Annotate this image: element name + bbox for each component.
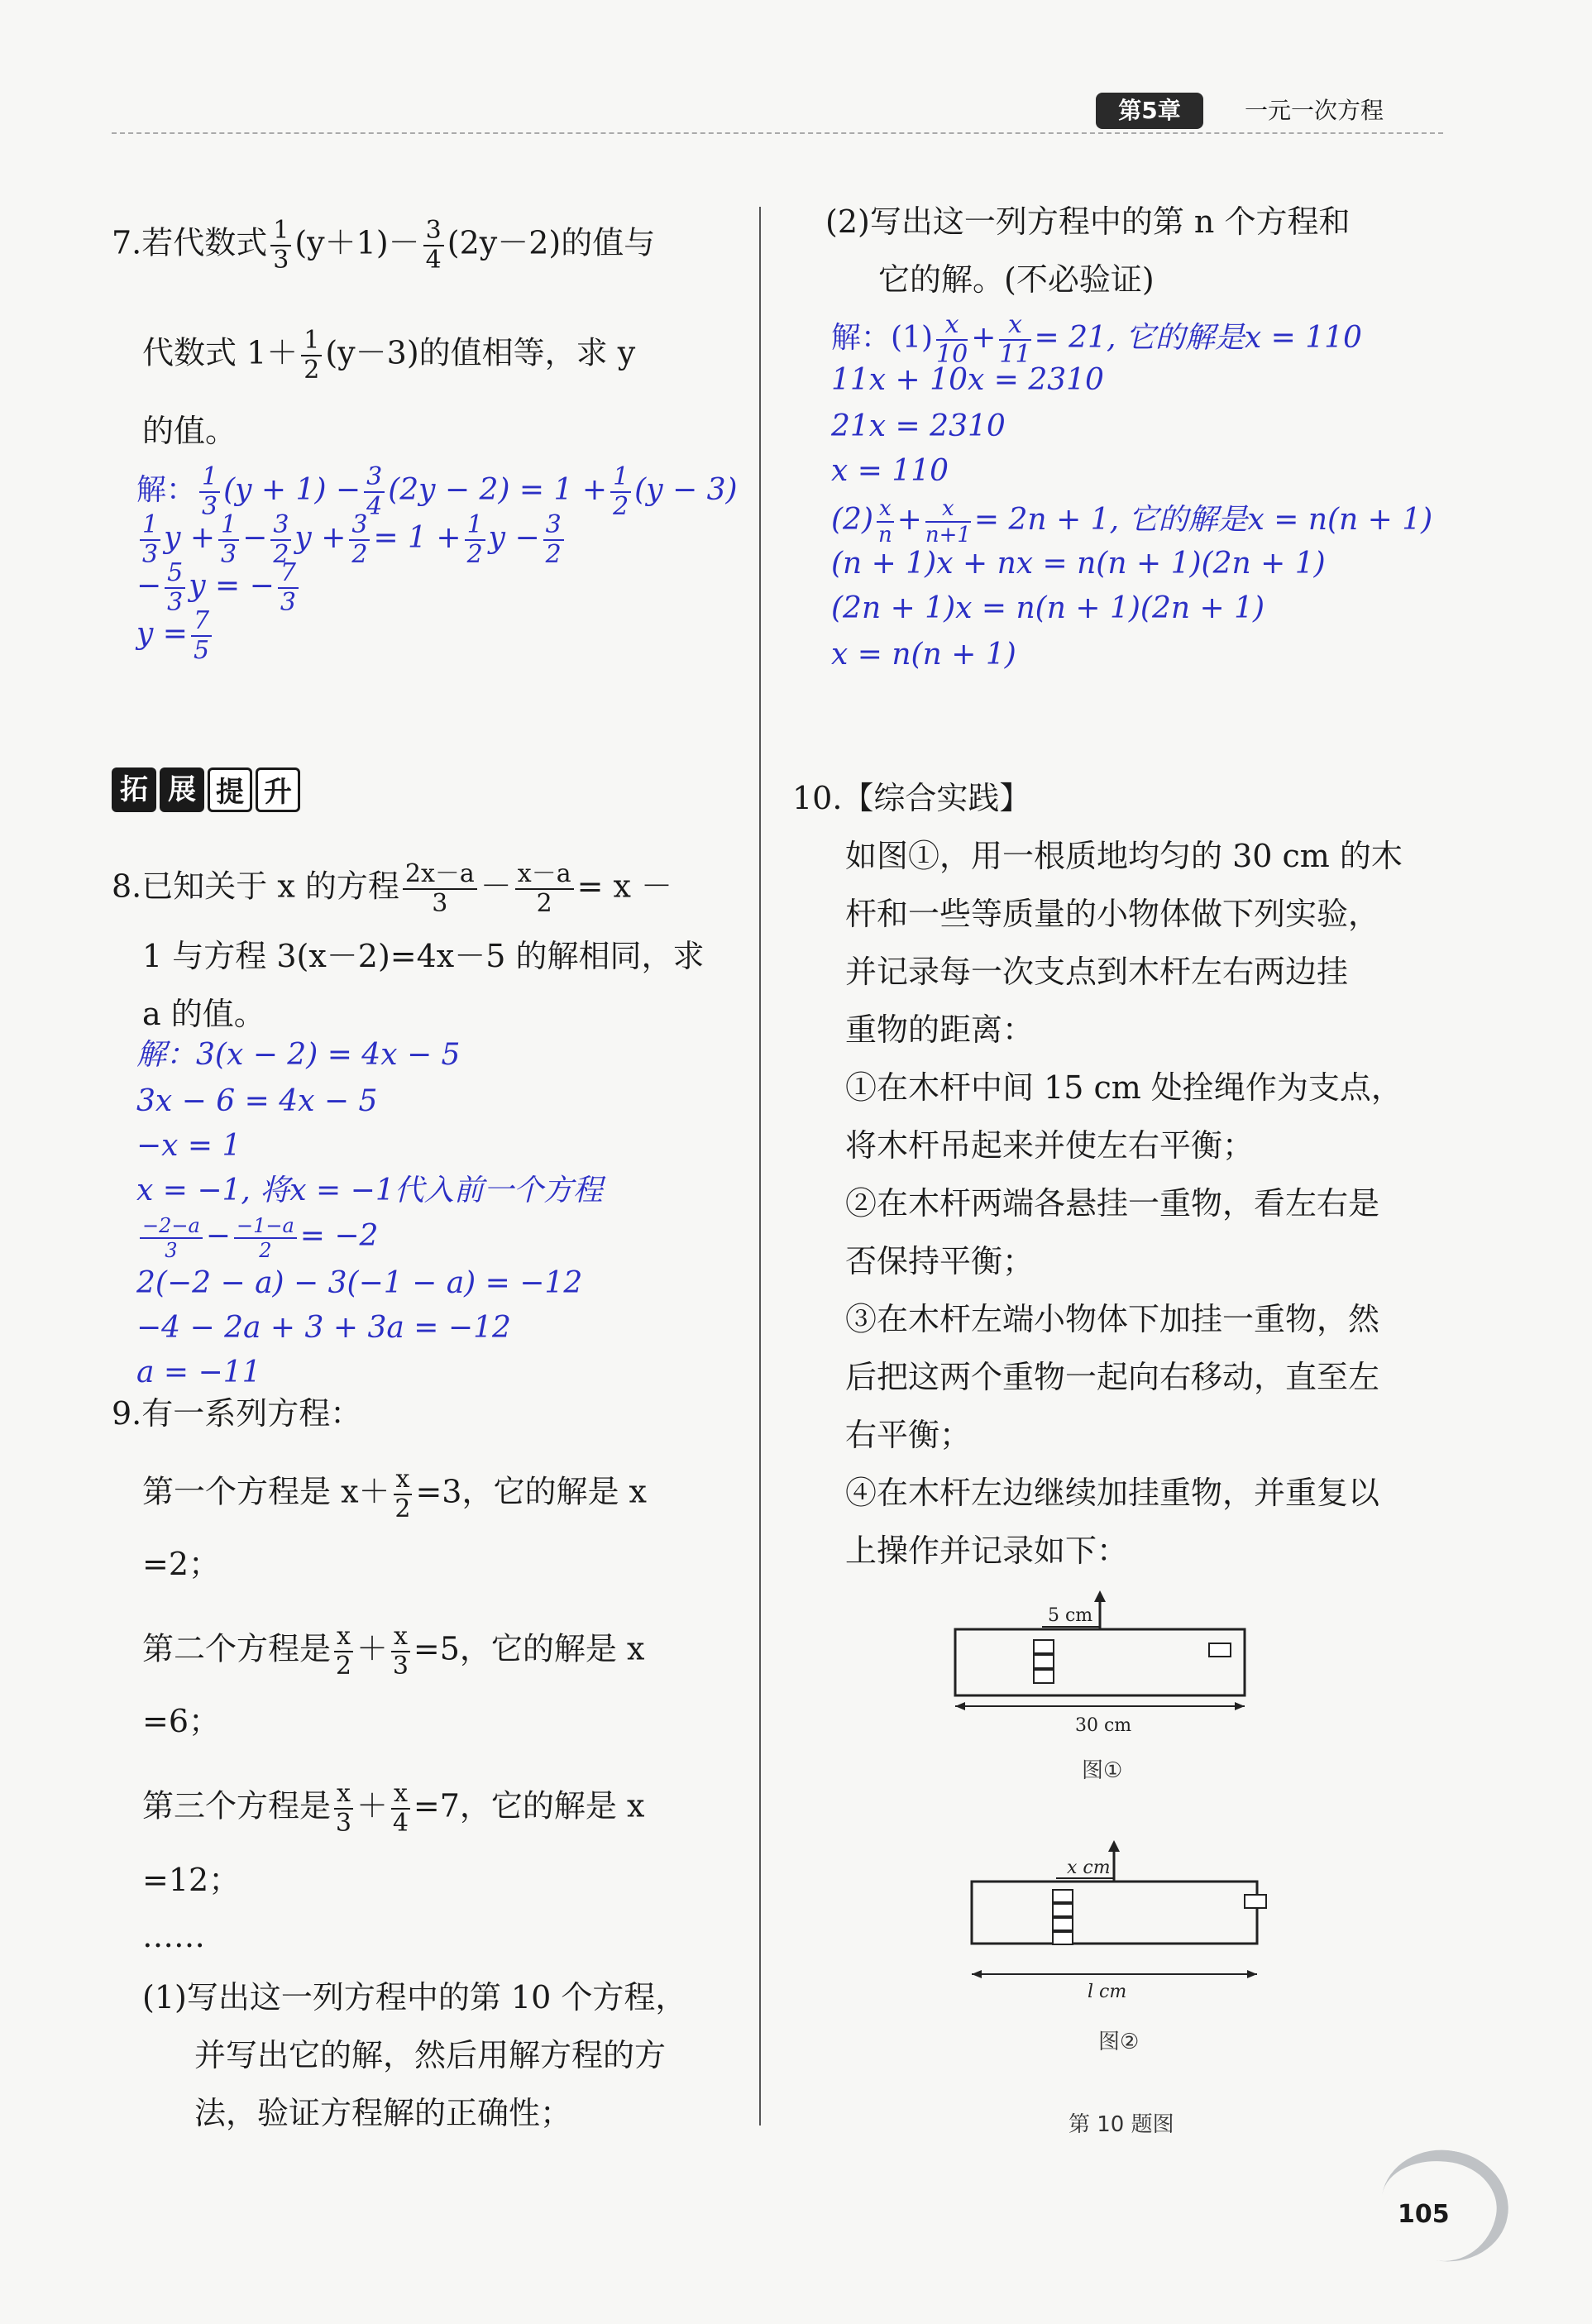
fig2-pivot-arrow — [1108, 1840, 1120, 1852]
q10-line10: 后把这两个重物一起向右移动，直至左 — [845, 1359, 1380, 1395]
q9-answer-4: x = 110 — [831, 454, 949, 488]
q7-answer-1: 解： $\frac{1}{3}$ (y + 1) − $\frac{3}{4}$ (2y − 2) = 1 + $\frac{1}{2}$ (y − 3) — [136, 462, 738, 521]
q10-line8: 否保持平衡； — [845, 1243, 1035, 1279]
q10-line4: 重物的距离： — [845, 1011, 1035, 1048]
q10-line11: 右平衡； — [845, 1417, 972, 1453]
q8-line3: a 的值。 — [142, 996, 265, 1032]
q8-answer-4: x = −1, 将x = −1代入前一个方程 — [136, 1174, 603, 1207]
q10-title: 10.【综合实践】 — [792, 780, 1031, 816]
fig2-bottom-label: l cm — [1088, 1982, 1127, 2002]
q9-ellipsis: …… — [142, 1918, 205, 1954]
fig2-top-label: x cm — [1067, 1858, 1111, 1878]
figure-1-caption: 图① — [1082, 1758, 1123, 1783]
q10-line1: 如图①，用一根质地均匀的 30 cm 的木 — [845, 838, 1403, 874]
q10-line2: 杆和一些等质量的小物体做下列实验， — [845, 896, 1380, 932]
fig1-weight-2 — [1034, 1655, 1054, 1668]
q9-eq1: 第一个方程是 x＋ $\frac{x}{2}$ =3，它的解是 x — [142, 1465, 647, 1523]
q9-eq1-solution: =2； — [142, 1546, 221, 1582]
section-tag-extension — [112, 767, 300, 814]
q8-line2: 1 与方程 3(x－2)=4x－5 的解相同，求 — [142, 938, 705, 974]
q9-eq3-solution: =12； — [142, 1862, 241, 1898]
figures-caption: 第 10 题图 — [1069, 2112, 1174, 2137]
tag-char-1: 拓 — [112, 767, 156, 812]
q8-answer-7: −4 − 2a + 3 + 3a = −12 — [136, 1311, 511, 1345]
q10-line5: ①在木杆中间 15 cm 处拴绳作为支点， — [845, 1069, 1403, 1106]
fig1-pivot-arrow — [1094, 1590, 1106, 1602]
fig2-weight-1 — [1053, 1890, 1073, 1902]
q10-line13: 上操作并记录如下： — [845, 1533, 1129, 1569]
q7-answer-3: − $\frac{5}{3}$ y = − $\frac{7}{3}$ — [136, 559, 302, 617]
fig2-weight-3 — [1053, 1918, 1073, 1930]
q9-answer-7: (2n + 1)x = n(n + 1)(2n + 1) — [831, 591, 1265, 625]
q9-answer-3: 21x = 2310 — [831, 409, 1006, 443]
q10-line7: ②在木杆两端各悬挂一重物，看左右是 — [845, 1185, 1380, 1222]
fig2-weight-4 — [1053, 1932, 1073, 1944]
q9-answer-1: 解：(1) $\frac{x}{10}$ + $\frac{x}{11}$ = 21, 它的解是x = 110 — [831, 310, 1362, 369]
figure-1-diagram — [943, 1584, 1274, 1749]
fig1-dim-arrow-left — [955, 1702, 965, 1710]
q8-line1: 8.已知关于 x 的方程 $\frac{2x-a}{3}$ － $\frac{x-a}{2}$ = x － — [112, 859, 673, 918]
fig2-weight-right — [1245, 1895, 1266, 1908]
q8-answer-5: $\frac{-2-a}{3}$ − $\frac{-1-a}{2}$ = −2 — [136, 1214, 378, 1262]
q8-answer-1: 解：3(x − 2) = 4x − 5 — [136, 1038, 461, 1072]
q9-eq2-solution: =6； — [142, 1703, 221, 1739]
q7-line1: 7.若代数式 $\frac{1}{3}$ (y＋1)－ $\frac{3}{4}$ (2y－2)的值与 — [112, 216, 656, 275]
column-divider — [759, 207, 761, 2126]
q10-line9: ③在木杆左端小物体下加挂一重物，然 — [845, 1301, 1380, 1337]
q8-answer-3: −x = 1 — [136, 1129, 241, 1163]
fig1-rod — [955, 1629, 1245, 1695]
q7-line3: 的值。 — [142, 413, 237, 449]
tag-char-4: 升 — [256, 767, 300, 812]
chapter-badge: 第5章 — [1096, 93, 1203, 129]
q9-part1-line3: 法，验证方程解的正确性； — [194, 2095, 572, 2131]
q8-answer-8: a = −11 — [136, 1356, 261, 1389]
q10-line3: 并记录每一次支点到木杆左右两边挂 — [845, 954, 1349, 990]
q9-answer-6: (n + 1)x + nx = n(n + 1)(2n + 1) — [831, 547, 1326, 581]
q7-answer-2: $\frac{1}{3}$ y + $\frac{1}{3}$ − $\frac{3}{2}$ y + $\frac{3}{2}$ = 1 + $\frac{1}{2}$ y − $\frac{3}{2}$ — [136, 511, 567, 569]
tag-char-3: 提 — [208, 767, 252, 812]
fig1-top-label: 5 cm — [1048, 1605, 1093, 1626]
q10-line6: 将木杆吊起来并使左右平衡； — [845, 1127, 1255, 1164]
q9-answer-5: (2) $\frac{x}{n}$ + $\frac{x}{n+1}$ = 2n + 1, 它的解是x = n(n + 1) — [831, 496, 1433, 548]
fig1-weight-right — [1209, 1643, 1231, 1657]
q7-answer-4: y = $\frac{7}{5}$ — [136, 607, 215, 665]
tag-char-2: 展 — [160, 767, 204, 812]
q8-answer-2: 3x − 6 = 4x − 5 — [136, 1084, 378, 1118]
q9-answer-2: 11x + 10x = 2310 — [831, 363, 1104, 397]
page-number: 105 — [1398, 2200, 1450, 2229]
fig2-weight-2 — [1053, 1904, 1073, 1916]
q9-eq3: 第三个方程是 $\frac{x}{3}$ ＋ $\frac{x}{4}$ =7，它的解是 x — [142, 1779, 645, 1838]
fig2-rod — [972, 1882, 1257, 1944]
figure-2-caption: 图② — [1098, 2030, 1140, 2054]
q10-line12: ④在木杆左边继续加挂重物，并重复以 — [845, 1475, 1380, 1511]
figure-2-diagram — [955, 1832, 1286, 2006]
q7-line2: 代数式 1＋ $\frac{1}{2}$ (y－3)的值相等，求 y — [142, 326, 636, 385]
fig1-weight-1 — [1034, 1640, 1054, 1653]
q9-part2-line2: 它的解。(不必验证) — [878, 261, 1155, 298]
fig2-dim-arrow-right — [1247, 1970, 1257, 1978]
q8-answer-6: 2(−2 − a) − 3(−1 − a) = −12 — [136, 1266, 583, 1300]
q9-answer-8: x = n(n + 1) — [831, 638, 1016, 672]
q9-part1-line2: 并写出它的解，然后用解方程的方 — [194, 2037, 667, 2073]
fig1-dim-arrow-right — [1235, 1702, 1245, 1710]
fig2-dim-arrow-left — [972, 1970, 982, 1978]
q9-part2-line1: (2)写出这一列方程中的第 n 个方程和 — [825, 203, 1351, 240]
q9-line1: 9.有一系列方程： — [112, 1395, 362, 1432]
q9-eq2: 第二个方程是 $\frac{x}{2}$ ＋ $\frac{x}{3}$ =5，它的解是 x — [142, 1622, 645, 1681]
fig1-weight-3 — [1034, 1670, 1054, 1683]
q9-part1-line1: (1)写出这一列方程中的第 10 个方程， — [142, 1979, 687, 2016]
fig1-bottom-label: 30 cm — [1075, 1715, 1132, 1736]
header-divider — [112, 132, 1443, 134]
chapter-title: 一元一次方程 — [1245, 97, 1384, 124]
